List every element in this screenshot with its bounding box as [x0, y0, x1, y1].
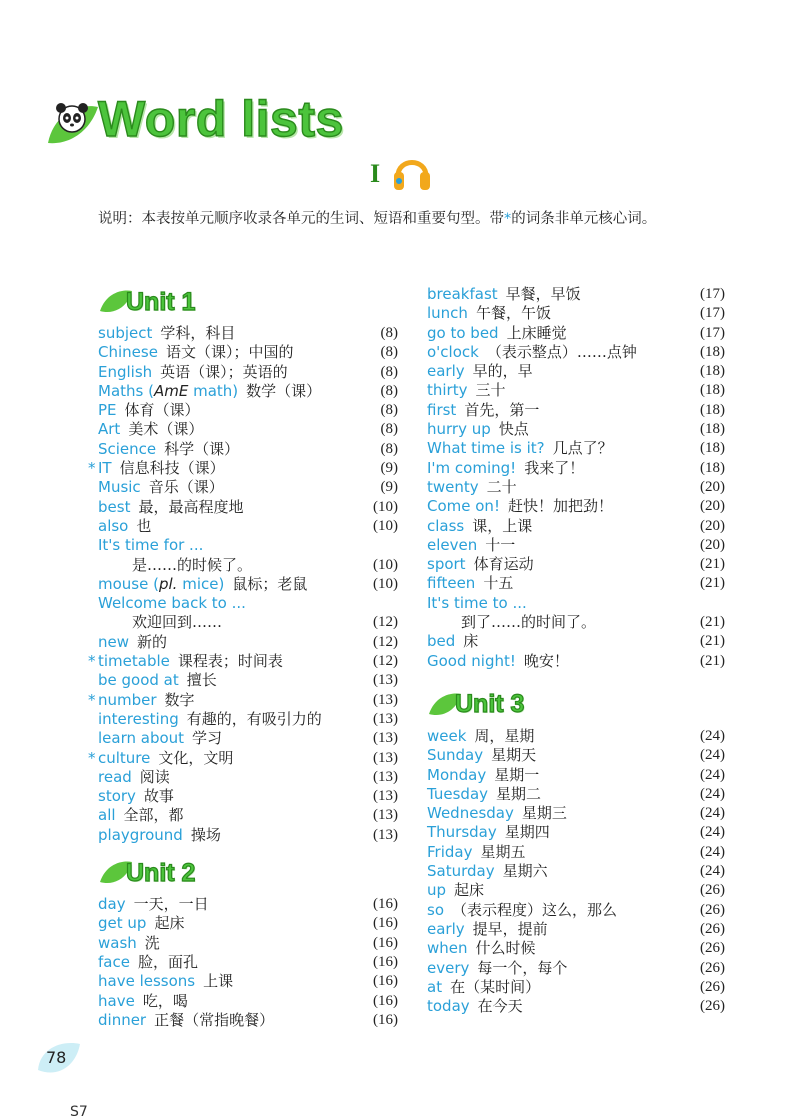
vocab-entry — [98, 420, 398, 439]
english-term: also — [98, 516, 129, 535]
chinese-meaning: 星期五 — [480, 842, 526, 861]
vocab-entry — [427, 304, 725, 323]
page-reference: (18) — [700, 363, 725, 380]
page-reference: (13) — [373, 710, 398, 727]
vocab-entry — [427, 843, 725, 862]
chinese-meaning: 学科，科目 — [160, 324, 236, 342]
english-term: at — [427, 977, 443, 996]
vocab-entry — [427, 285, 725, 304]
english-term: week — [427, 726, 467, 745]
chinese-meaning: 星期六 — [502, 862, 548, 881]
page-reference: (17) — [700, 286, 725, 302]
vocab-entry — [427, 536, 725, 555]
page-reference: (10) — [373, 575, 398, 592]
page-reference: (26) — [700, 920, 725, 937]
vocab-entry — [98, 517, 398, 536]
page-reference: (9) — [380, 460, 398, 477]
english-term: Thursday — [427, 823, 497, 842]
english-term: story — [98, 787, 136, 806]
vocab-entry — [427, 343, 725, 362]
chinese-meaning: 星期一 — [494, 765, 540, 784]
page-reference: (24) — [700, 843, 725, 860]
english-term: hurry up — [427, 420, 491, 439]
section-roman: I — [370, 159, 381, 188]
english-term: day — [98, 895, 126, 914]
page-reference: (17) — [700, 324, 725, 341]
vocab-entry — [427, 823, 725, 842]
page-reference: (20) — [700, 478, 725, 495]
vocab-entry — [427, 594, 725, 613]
english-term: mouse (pl. mice) — [98, 574, 225, 593]
chinese-meaning: 起床 — [154, 914, 185, 933]
chinese-meaning: 午餐，午饭 — [475, 304, 551, 323]
chinese-meaning: 课程表；时间表 — [177, 652, 283, 671]
vocab-entry — [98, 478, 398, 497]
english-term: today — [427, 997, 470, 1016]
chinese-meaning: 信息科技（课） — [119, 459, 225, 478]
chinese-meaning: 数学（课） — [246, 381, 322, 400]
vocab-entry — [427, 939, 725, 958]
vocab-entry — [427, 555, 725, 574]
english-term: IT — [98, 459, 112, 478]
english-term: face — [98, 952, 130, 971]
vocab-entry — [427, 478, 725, 497]
vocab-entry — [98, 1011, 398, 1030]
page-title-block — [44, 86, 344, 152]
page-reference: (20) — [700, 517, 725, 534]
vocab-entry — [98, 768, 398, 787]
vocab-entry — [98, 806, 398, 825]
vocab-entry — [98, 972, 398, 991]
vocab-entry — [88, 748, 398, 768]
vocab-entry — [98, 440, 398, 459]
chinese-meaning: 文化，文明 — [158, 748, 234, 767]
page-reference: (13) — [373, 788, 398, 805]
page-reference: (17) — [700, 305, 725, 322]
page-reference: (8) — [380, 344, 398, 361]
chinese-meaning: 晚安！ — [523, 651, 569, 670]
chinese-meaning: 课，上课 — [472, 516, 533, 535]
chinese-meaning: 什么时候 — [475, 939, 536, 958]
english-term: lunch — [427, 304, 468, 323]
chinese-meaning: 音乐（课） — [148, 478, 224, 497]
english-term: culture — [98, 748, 151, 767]
page-reference: (24) — [700, 727, 725, 744]
page-number: 78 — [46, 1048, 67, 1067]
page-reference: (16) — [373, 915, 398, 932]
unit-heading-3: Unit 3 — [427, 683, 725, 727]
vocab-entry — [427, 613, 725, 632]
non-core-star: * — [88, 748, 96, 767]
english-term: best — [98, 497, 131, 516]
english-term: PE — [98, 401, 117, 420]
vocab-entry — [427, 978, 725, 997]
chinese-meaning: 数字 — [164, 690, 195, 709]
vocab-entry — [427, 401, 725, 420]
english-term: class — [427, 516, 465, 535]
vocab-entry — [98, 401, 398, 420]
vocab-entry — [98, 575, 398, 594]
page-reference: (26) — [700, 901, 725, 918]
chinese-meaning: （表示整点）……点钟 — [486, 342, 637, 361]
english-term: Music — [98, 478, 141, 497]
vocab-entry — [427, 785, 725, 804]
vocab-entry — [98, 556, 398, 575]
vocab-entry — [98, 914, 398, 933]
page-reference: (13) — [373, 749, 398, 766]
chinese-meaning: 吃，喝 — [142, 991, 188, 1010]
page-reference: (13) — [373, 691, 398, 708]
vocab-entry — [98, 536, 398, 555]
vocab-entry — [427, 804, 725, 823]
english-term: learn about — [98, 729, 185, 748]
page-reference: (8) — [380, 440, 398, 457]
page-reference: (8) — [380, 421, 398, 438]
english-term: fifteen — [427, 574, 476, 593]
chinese-meaning: 首先，第一 — [464, 400, 540, 419]
page-reference: (12) — [373, 653, 398, 670]
page-number-badge — [36, 1040, 82, 1078]
chinese-meaning: 几点了？ — [552, 439, 613, 458]
chinese-meaning: 一天，一日 — [133, 895, 209, 914]
chinese-meaning: 床 — [463, 632, 479, 651]
vocab-entry — [98, 895, 398, 914]
page-reference: (21) — [700, 556, 725, 573]
vocab-entry — [427, 420, 725, 439]
page-reference: (10) — [373, 498, 398, 515]
chinese-meaning: 三十 — [475, 381, 506, 400]
page-reference: (20) — [700, 498, 725, 515]
chinese-meaning: 起床 — [454, 881, 485, 900]
chinese-meaning: 星期四 — [504, 823, 550, 842]
chinese-meaning: 周，星期 — [474, 726, 535, 745]
chinese-meaning: 上课 — [203, 972, 234, 991]
english-term: Art — [98, 420, 121, 439]
vocab-entry — [427, 439, 725, 458]
chinese-meaning: 也 — [136, 516, 152, 535]
page-reference: (18) — [700, 440, 725, 457]
page-reference: (8) — [380, 402, 398, 419]
english-term: sport — [427, 555, 466, 574]
vocab-entry — [98, 324, 398, 343]
english-term: early — [427, 362, 465, 381]
vocab-entry — [98, 934, 398, 953]
english-term: first — [427, 400, 457, 419]
page-reference: (24) — [700, 785, 725, 802]
vocab-entry — [427, 746, 725, 765]
english-term: when — [427, 939, 468, 958]
chinese-meaning: 我来了！ — [524, 458, 585, 477]
english-term: all — [98, 806, 116, 825]
chinese-meaning: 美术（课） — [128, 420, 204, 439]
chinese-meaning: 星期二 — [496, 784, 542, 803]
vocab-entry — [98, 498, 398, 517]
english-term: have — [98, 991, 135, 1010]
english-term: Saturday — [427, 862, 495, 881]
page-reference: (24) — [700, 863, 725, 880]
chinese-meaning: 在（某时间） — [450, 977, 541, 996]
chinese-meaning: 二十 — [486, 477, 517, 496]
page-reference: (9) — [380, 479, 398, 496]
vocab-entry — [98, 826, 398, 845]
chinese-meaning: 有趣的，有吸引力的 — [186, 709, 322, 728]
english-term: be good at — [98, 671, 179, 690]
page-reference: (26) — [700, 978, 725, 995]
english-term: dinner — [98, 1010, 147, 1029]
english-term: bed — [427, 632, 456, 651]
page-reference: (24) — [700, 805, 725, 822]
vocab-entry — [427, 362, 725, 381]
english-term: have lessons — [98, 972, 196, 991]
english-term: timetable — [98, 652, 170, 671]
panda-icon — [44, 93, 96, 145]
vocab-entry — [98, 363, 398, 382]
page-reference: (21) — [700, 575, 725, 592]
english-term: subject — [98, 324, 153, 342]
chinese-meaning: 鼠标；老鼠 — [232, 574, 308, 593]
english-term: Wednesday — [427, 804, 514, 823]
page-reference: (13) — [373, 730, 398, 747]
vocab-entry — [98, 787, 398, 806]
english-term: Maths (AmE math) — [98, 381, 239, 400]
english-term: new — [98, 632, 130, 651]
english-term: Chinese — [98, 343, 158, 362]
chinese-meaning: 提早，提前 — [472, 919, 548, 938]
english-term: Tuesday — [427, 784, 489, 803]
instruction-note: 说明：本表按单元顺序收录各单元的生词、短语和重要句型。带*的词条非单元核心词。 — [98, 211, 657, 227]
english-term: twenty — [427, 477, 479, 496]
vocab-entry — [427, 727, 725, 746]
page-reference: (16) — [373, 953, 398, 970]
page-reference: (8) — [380, 363, 398, 380]
english-term: Monday — [427, 765, 487, 784]
vocab-entry — [98, 613, 398, 632]
chinese-meaning: 快点 — [498, 420, 529, 439]
page-reference: (12) — [373, 614, 398, 631]
headphones-icon — [392, 150, 432, 198]
page-reference: (21) — [700, 633, 725, 650]
chinese-meaning: 十一 — [485, 535, 516, 554]
section-heading — [370, 150, 432, 198]
vocab-entry — [427, 959, 725, 978]
english-term: number — [98, 690, 157, 709]
chinese-meaning: 星期三 — [521, 804, 567, 823]
english-term: up — [427, 881, 447, 900]
vocab-entry — [98, 594, 398, 613]
page-reference: (26) — [700, 940, 725, 957]
english-term: eleven — [427, 535, 478, 554]
chinese-meaning: 上床睡觉 — [506, 323, 567, 342]
chinese-meaning: 新的 — [137, 632, 168, 651]
page-reference: (21) — [700, 652, 725, 669]
page-reference: (18) — [700, 401, 725, 418]
english-term: wash — [98, 933, 137, 952]
page-reference: (21) — [700, 614, 725, 631]
unit-heading-2: Unit 2 — [98, 851, 398, 895]
vocab-entry — [98, 633, 398, 652]
vocab-entry — [427, 997, 725, 1016]
right-column — [427, 285, 725, 1016]
chinese-meaning: 最，最高程度地 — [138, 497, 244, 516]
vocab-entry — [427, 459, 725, 478]
vocab-entry — [427, 652, 725, 671]
vocab-entry — [427, 574, 725, 593]
chinese-meaning: 体育（课） — [124, 401, 200, 420]
vocab-entry — [88, 459, 398, 478]
vocab-entry — [98, 382, 398, 401]
page-reference: (10) — [373, 556, 398, 573]
english-term: early — [427, 919, 465, 938]
chinese-meaning: 英语（课）；英语的 — [160, 362, 288, 381]
english-term: It's time for ... — [98, 536, 204, 555]
non-core-star: * — [88, 652, 96, 671]
page-reference: (16) — [373, 1011, 398, 1028]
page-reference: (18) — [700, 382, 725, 399]
chinese-meaning: （表示程度）这么，那么 — [452, 900, 618, 919]
page-reference: (13) — [373, 672, 398, 689]
vocab-entry — [427, 324, 725, 343]
vocab-entry — [427, 517, 725, 536]
chinese-meaning: 欢迎回到…… — [132, 613, 223, 632]
vocab-entry — [427, 381, 725, 400]
english-term: o'clock — [427, 342, 479, 361]
page-reference: (8) — [380, 325, 398, 341]
vocab-entry — [427, 632, 725, 651]
vocab-entry — [98, 671, 398, 690]
page-reference: (26) — [700, 882, 725, 899]
english-term: get up — [98, 914, 147, 933]
page-reference: (24) — [700, 766, 725, 783]
page-reference: (16) — [373, 896, 398, 913]
vocab-entry — [98, 729, 398, 748]
english-term: It's time to ... — [427, 593, 527, 612]
page-reference: (20) — [700, 536, 725, 553]
english-term: English — [98, 362, 153, 381]
page-reference: (18) — [700, 343, 725, 360]
vocab-entry — [98, 992, 398, 1011]
non-core-star: * — [88, 459, 96, 478]
chinese-meaning: 故事 — [143, 787, 174, 806]
chinese-meaning: 体育运动 — [473, 555, 534, 574]
page-reference: (18) — [700, 459, 725, 476]
page-title: Word lists — [98, 91, 344, 147]
english-term: What time is it? — [427, 439, 545, 458]
english-term: Come on! — [427, 497, 500, 516]
page-reference: (26) — [700, 998, 725, 1015]
vocab-entry — [427, 497, 725, 516]
chinese-meaning: 学习 — [192, 729, 223, 748]
vocab-entry — [98, 953, 398, 972]
english-term: Sunday — [427, 746, 484, 765]
unit-heading-1: Unit 1 — [98, 280, 398, 324]
chinese-meaning: 语文（课）；中国的 — [165, 343, 294, 362]
page-reference: (18) — [700, 421, 725, 438]
chinese-meaning: 正餐（常指晚餐） — [154, 1010, 275, 1029]
english-term: every — [427, 958, 470, 977]
page-reference: (26) — [700, 959, 725, 976]
page-reference: (13) — [373, 807, 398, 824]
bottom-fragment: S7 — [70, 1104, 88, 1120]
chinese-meaning: 擅长 — [186, 671, 217, 690]
vocab-entry — [427, 920, 725, 939]
vocab-entry — [427, 901, 725, 920]
chinese-meaning: 赶快！加把劲！ — [507, 497, 613, 516]
english-term: breakfast — [427, 285, 498, 303]
page-reference: (8) — [380, 382, 398, 399]
chinese-meaning: 十五 — [483, 574, 514, 593]
non-core-star: * — [88, 690, 96, 709]
english-term: read — [98, 767, 132, 786]
chinese-meaning: 洗 — [144, 933, 160, 952]
english-term: thirty — [427, 381, 468, 400]
page-reference: (16) — [373, 973, 398, 990]
chinese-meaning: 全部，都 — [123, 806, 184, 825]
vocab-entry — [98, 343, 398, 362]
page-reference: (13) — [373, 768, 398, 785]
english-term: Science — [98, 439, 157, 458]
chinese-meaning: 在今天 — [477, 997, 523, 1016]
chinese-meaning: 脸，面孔 — [137, 952, 198, 971]
page-reference: (10) — [373, 517, 398, 534]
vocab-entry — [88, 690, 398, 710]
chinese-meaning: 阅读 — [139, 767, 170, 786]
chinese-meaning: 每一个，每个 — [477, 958, 568, 977]
page-reference: (16) — [373, 934, 398, 951]
vocab-entry — [88, 652, 398, 671]
page-reference: (13) — [373, 826, 398, 843]
page-reference: (24) — [700, 747, 725, 764]
page-reference: (16) — [373, 992, 398, 1009]
chinese-meaning: 早餐，早饭 — [505, 285, 581, 303]
english-term: playground — [98, 825, 183, 844]
page-reference: (12) — [373, 633, 398, 650]
chinese-meaning: 星期天 — [491, 746, 537, 765]
english-term: Welcome back to ... — [98, 594, 246, 613]
page-reference: (24) — [700, 824, 725, 841]
english-term: I'm coming! — [427, 458, 517, 477]
english-term: Good night! — [427, 651, 516, 670]
vocab-entry — [427, 862, 725, 881]
english-term: so — [427, 900, 444, 919]
chinese-meaning: 到了……的时间了。 — [461, 613, 597, 632]
english-term: Friday — [427, 842, 473, 861]
english-term: interesting — [98, 709, 179, 728]
vocab-entry — [427, 881, 725, 900]
chinese-meaning: 早的，早 — [472, 362, 533, 381]
chinese-meaning: 是……的时候了。 — [132, 555, 253, 574]
english-term: go to bed — [427, 323, 499, 342]
chinese-meaning: 科学（课） — [164, 439, 240, 458]
left-column — [88, 280, 398, 1030]
vocab-entry — [427, 766, 725, 785]
chinese-meaning: 操场 — [190, 825, 221, 844]
vocab-entry — [98, 710, 398, 729]
